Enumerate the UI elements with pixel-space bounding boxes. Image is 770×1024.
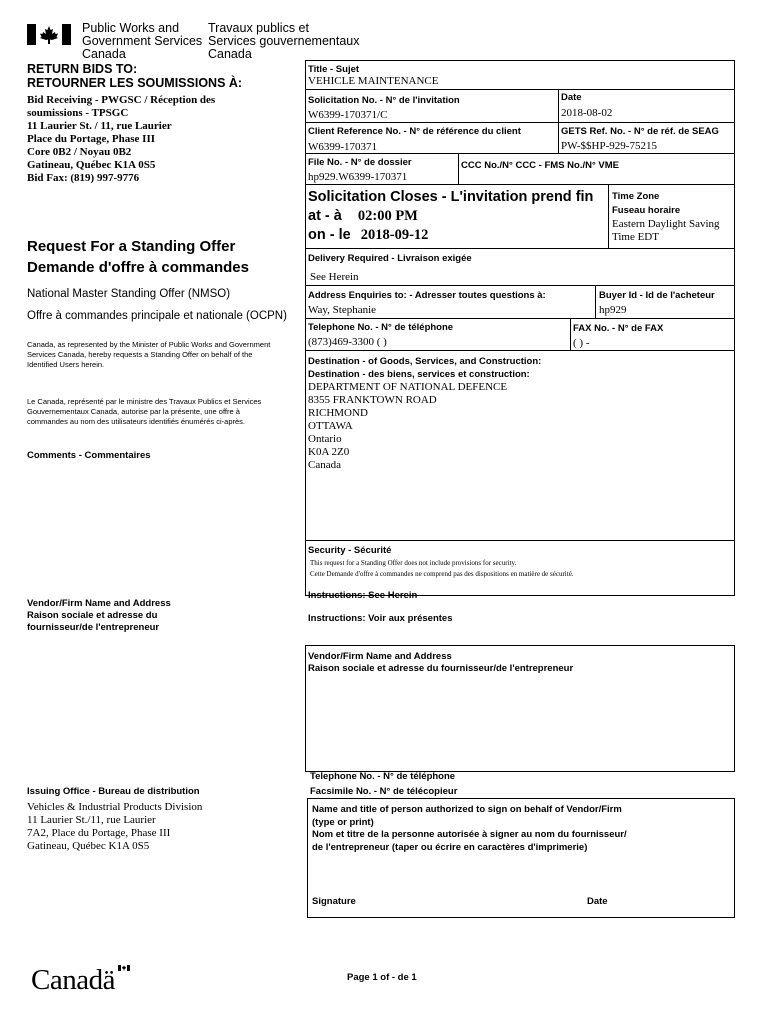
destination-label-line: Destination - of Goods, Services, and Construction: [308,356,542,367]
address-line: 8355 FRANKTOWN ROAD [308,394,437,406]
grid-line [305,318,735,319]
dept-en-line: Government Services [82,34,203,48]
address-line: 11 Laurier St. / 11, rue Laurier [27,120,172,132]
grid-line [608,184,609,248]
dept-fr-line: Canada [208,47,252,61]
security-text [310,558,574,580]
telephone-label: Telephone No. - N° de téléphone [308,322,454,333]
on-label: on - le [308,227,351,243]
sign-label-line: (type or print) [312,816,374,828]
request-text-en: Canada, as represented by the Minister of Public Works and Government Services Canada, hereby requests a Standing Offer on behalf of the Identified Users herein. [27,340,271,369]
address-line: 7A2, Place du Portage, Phase III [27,827,171,839]
gets-ref-label: GETS Ref. No. - N° de réf. de SEAG [561,126,719,137]
instructions-en: Instructions: See Herein [308,590,418,601]
grid-line [458,153,459,184]
buyer-id-value: hp929 [599,304,627,316]
grid-line [595,285,596,318]
ccc-label: CCC No./N° CCC - FMS No./N° VME [461,160,620,171]
issuing-office-address [27,801,202,853]
sign-label-line: Name and title of person authorized to sign on behalf of Vendor/Firm [312,804,622,815]
request-title-line: Demande d'offre à commandes [27,259,249,276]
file-no-value: hp929.W6399-170371 [308,171,408,183]
fax-value: ( ) - [573,337,590,349]
request-title [27,236,249,278]
grid-line [305,248,735,249]
tz-label-line: Fuseau horaire [612,205,681,216]
tz-value-line: Time EDT [612,231,659,243]
vendor-telephone-label: Telephone No. - N° de téléphone [310,771,456,782]
vendor-label-line: Raison sociale et adresse du fournisseur/de l'entrepreneur [308,663,574,674]
sign-label-line: de l'entrepreneur (taper ou écrire en caractères d'imprimerie) [312,841,588,853]
address-line: Place du Portage, Phase III [27,133,156,145]
grid-line [558,89,559,153]
client-ref-value: W6399-170371 [308,141,378,153]
security-text-line: Cette Demande d'offre à commandes ne comprend pas des dispositions en matière de sécurité. [310,570,574,578]
dept-fr-line: Travaux publics et [208,21,309,35]
signature-label: Signature [312,896,356,907]
dept-en-line: Public Works and [82,21,180,35]
return-bids-address [27,94,215,185]
signature-date-label: Date [587,896,608,907]
date-label: Date [561,92,582,103]
nmso-label [27,283,287,327]
address-line: Ontario [308,433,342,445]
address-line: soumissions - TPSGC [27,107,129,119]
issuing-office-label: Issuing Office - Bureau de distribution [27,786,200,797]
address-line: Bid Fax: (819) 997-9776 [27,172,140,184]
vendor-box-label [308,651,573,675]
time-zone-label [612,190,680,218]
client-ref-label: Client Reference No. - N° de référence du client [308,126,521,137]
security-label: Security - Sécurité [308,545,392,556]
gets-ref-value: PW-$$HP-929-75215 [561,140,657,152]
department-name-en [82,22,202,61]
address-line: Core 0B2 / Noyau 0B2 [27,146,132,158]
department-name-fr [208,22,359,61]
grid-line [305,184,735,185]
instructions-fr: Instructions: Voir aux présentes [308,613,453,624]
grid-line [305,122,735,123]
request-text-fr: Le Canada, représenté par le ministre des Travaux Publics et Services Gouvernementaux Canada, autorise par la présente, une offre à commandes au nom des utilisateurs identifiés énumérés ci-après. [27,397,262,426]
dept-en-line: Canada [82,47,126,61]
vendor-label-line: Vendor/Firm Name and Address [308,651,452,662]
address-line: Gatineau, Québec K1A 0S5 [27,840,150,852]
sign-name-label [312,804,627,854]
grid-line [305,89,735,90]
vendor-left-line: fournisseur/de l'entrepreneur [27,622,160,633]
address-enquiries-label: Address Enquiries to: - Adresser toutes questions à: [308,290,546,301]
grid-line [305,540,735,541]
delivery-label: Delivery Required - Livraison exigée [308,253,472,264]
canada-wordmark: Canadä [31,964,115,996]
vendor-fax-label: Facsimile No. - N° de télécopieur [310,786,458,797]
at-label: at - à [308,208,342,224]
address-line: K0A 2Z0 [308,446,350,458]
address-line: RICHMOND [308,407,368,419]
closes-on-row [308,226,428,245]
destination-address [308,381,507,472]
grid-line [305,153,735,154]
time-zone-value [612,218,720,244]
fax-label: FAX No. - N° de FAX [573,323,664,334]
at-value: 02:00 PM [357,208,418,224]
address-line: Canada [308,459,341,471]
return-bids-title [27,62,242,90]
return-bids-title-line: RETOURNER LES SOUMISSIONS À: [27,76,243,90]
grid-line [305,350,735,351]
tz-label-line: Time Zone [612,191,660,202]
request-title-line: Request For a Standing Offer [27,238,236,255]
vendor-left-label [27,598,171,634]
address-line: Vehicles & Industrial Products Division [27,801,203,813]
grid-line [305,285,735,286]
solicitation-closes-label: Solicitation Closes - L'invitation prend fin [308,189,594,205]
address-enquiries-value: Way, Stephanie [308,304,377,316]
date-value: 2018-08-02 [561,107,613,119]
address-line: 11 Laurier St./11, rue Laurier [27,814,156,826]
delivery-value: See Herein [310,271,359,283]
closes-at-row [308,207,418,226]
address-line: Bid Receiving - PWGSC / Réception des [27,94,216,106]
destination-label [308,355,541,381]
tz-value-line: Eastern Daylight Saving [612,218,720,230]
comments-label: Comments - Commentaires [27,450,151,461]
title-label: Title - Sujet [308,64,360,75]
telephone-value: (873)469-3300 ( ) [308,336,387,348]
grid-line [570,318,571,350]
title-value: VEHICLE MAINTENANCE [308,75,439,87]
address-line: Gatineau, Québec K1A 0S5 [27,159,156,171]
on-value: 2018-09-12 [360,227,429,243]
solicitation-value: W6399-170371/C [308,109,388,121]
page-number: Page 1 of - de 1 [347,972,417,983]
sign-label-line: Nom et titre de la personne autorisée à signer au nom du fournisseur/ [312,829,627,840]
solicitation-label: Solicitation No. - N° de l'invitation [308,95,460,106]
vendor-left-line: Vendor/Firm Name and Address [27,598,171,609]
security-text-line: This request for a Standing Offer does not include provisions for security. [310,559,517,567]
file-no-label: File No. - N° de dossier [308,157,412,168]
nmso-line: National Master Standing Offer (NMSO) [27,288,231,300]
vendor-left-line: Raison sociale et adresse du [27,610,158,621]
dept-fr-line: Services gouvernementaux [208,34,360,48]
address-line: OTTAWA [308,420,353,432]
buyer-id-label: Buyer Id - Id de l'acheteur [599,290,715,301]
canada-wordmark-flag-icon [118,965,130,971]
return-bids-title-line: RETURN BIDS TO: [27,62,138,76]
address-line: DEPARTMENT OF NATIONAL DEFENCE [308,381,508,393]
canada-flag-icon [27,24,71,45]
destination-label-line: Destination - des biens, services et construction: [308,369,530,380]
nmso-line: Offre à commandes principale et nationale (OCPN) [27,310,287,322]
